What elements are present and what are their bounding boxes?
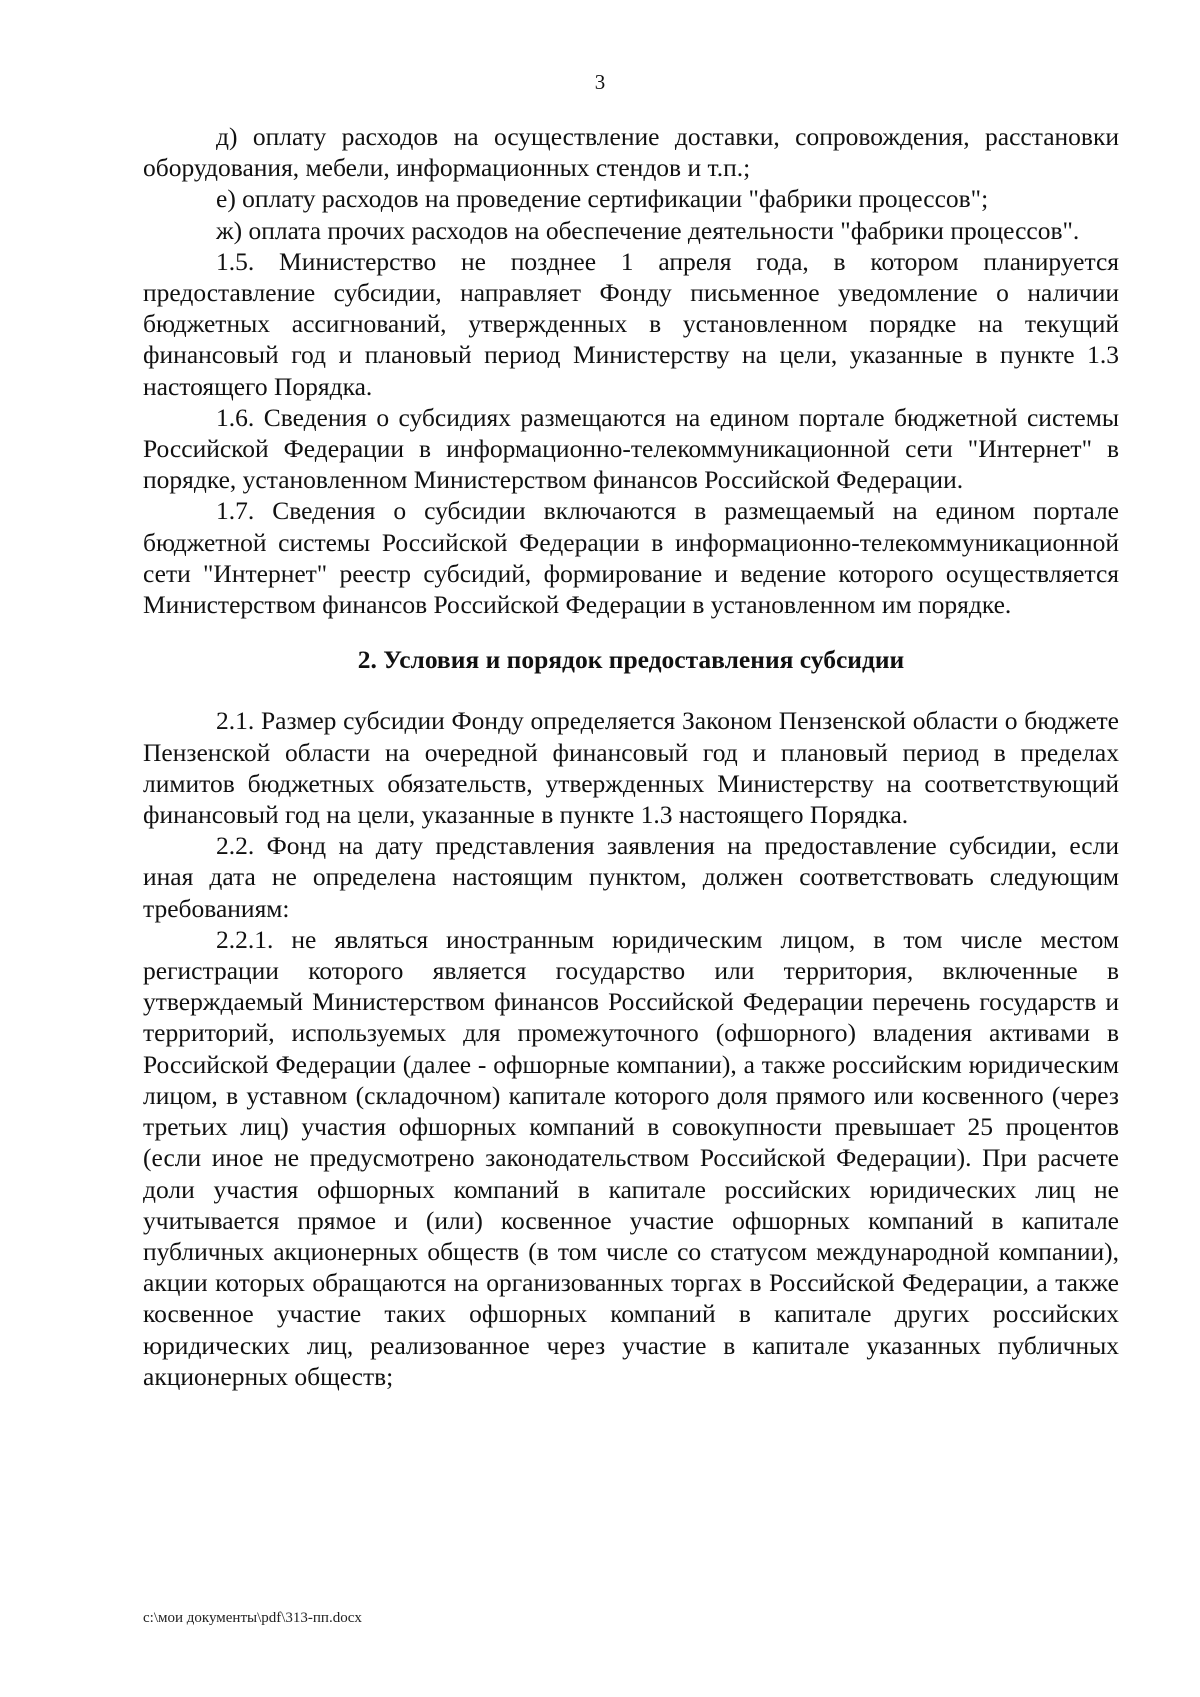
paragraph-2-1: 2.1. Размер субсидии Фонду определяется Законом Пензенской области о бюджете Пензенской области на очередной финансовый год и плановый период в пределах лимитов бюджетных обязательств, утвержденных Министерству на соответствующий финансовый год на цели, указанные в пункте 1.3 настоящего Порядка. — [143, 706, 1119, 830]
paragraph-1-6: 1.6. Сведения о субсидиях размещаются на едином портале бюджетной системы Российской Федерации в информационно-телекоммуникационной сети "Интернет" в порядке, установленном Министерством финансов Российской Федерации. — [143, 402, 1119, 495]
paragraph-zh: ж) оплата прочих расходов на обеспечение деятельности "фабрики процессов". — [216, 215, 1080, 245]
paragraph-2-2-1: 2.2.1. не являться иностранным юридическим лицом, в том числе местом регистрации которого является государство или территория, включенные в утверждаемый Министерством финансов Российской Федерации перечень государств и территорий, используемых для промежуточного (офшорного) владения активами в Российской Федерации (далее - офшорные компании), а также российским юридическим лицом, в уставном (складочном) капитале которого доля прямого или косвенного (через третьих лиц) участия офшорных компаний в совокупности превышает 25 процентов (если иное не предусмотрено законодательством Российской Федерации). При расчете доли участия офшорных компаний в капитале российских юридических лиц не учитывается прямое и (или) косвенное участие офшорных компаний в капитале публичных акционерных обществ (в том числе со статусом международной компании), акции которых обращаются на организованных торгах в Российской Федерации, а также косвенное участие таких офшорных компаний в капитале других российских юридических лиц, реализованное через участие в капитале указанных публичных акционерных обществ; — [143, 924, 1119, 1391]
paragraph-d: д) оплату расходов на осуществление доставки, сопровождения, расстановки оборудования, мебели, информационных стендов и т.п.; — [143, 122, 1119, 183]
paragraph-2-2: 2.2. Фонд на дату представления заявления на предоставление субсидии, если иная дата не определена настоящим пунктом, должен соответствовать следующим требованиям: — [143, 831, 1119, 923]
section-heading: 2. Условия и порядок предоставления субсидии — [357, 645, 905, 675]
paragraph-e: е) оплату расходов на проведение сертификации "фабрики процессов"; — [216, 184, 989, 214]
paragraph-1-7: 1.7. Сведения о субсидии включаются в размещаемый на едином портале бюджетной системы Российской Федерации в информационно-телекоммуникационной сети "Интернет" реестр субсидий, формирование и ведение которого осуществляется Министерством финансов Российской Федерации в установленном им порядке. — [143, 496, 1119, 620]
footer-file-path: c:\мои документы\pdf\313-пп.docx — [143, 1610, 362, 1626]
page-number: 3 — [594, 70, 606, 94]
paragraph-1-5: 1.5. Министерство не позднее 1 апреля года, в котором планируется предоставление субсидии, направляет Фонду письменное уведомление о наличии бюджетных ассигнований, утвержденных в установленном порядке на текущий финансовый год и плановый период Министерству на цели, указанные в пункте 1.3 настоящего Порядка. — [143, 246, 1119, 401]
document-body — [143, 121, 1119, 1392]
